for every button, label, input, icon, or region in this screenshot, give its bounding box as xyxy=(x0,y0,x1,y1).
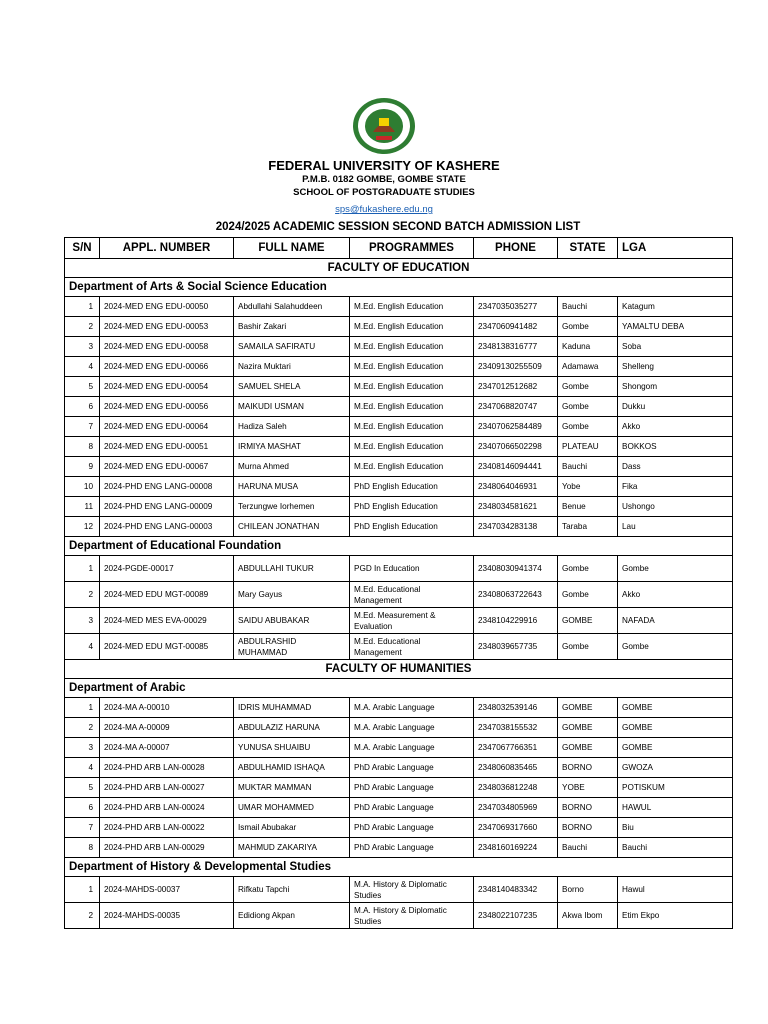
university-logo-icon xyxy=(351,96,417,156)
cell-sn: 12 xyxy=(65,517,100,537)
cell-full-name: Mary Gayus xyxy=(234,582,350,608)
cell-sn: 5 xyxy=(65,377,100,397)
cell-lga: Fika xyxy=(618,477,733,497)
cell-lga: Akko xyxy=(618,582,733,608)
table-row xyxy=(65,634,733,660)
cell-programme: PGD In Education xyxy=(350,556,474,582)
cell-appl-number: 2024-MA A-00009 xyxy=(100,718,234,738)
cell-full-name: Hadiza Saleh xyxy=(234,417,350,437)
cell-full-name: Nazira Muktari xyxy=(234,357,350,377)
cell-lga: Akko xyxy=(618,417,733,437)
cell-state: GOMBE xyxy=(558,718,618,738)
cell-appl-number: 2024-MED ENG EDU-00054 xyxy=(100,377,234,397)
table-row xyxy=(65,457,733,477)
cell-state: Bauchi xyxy=(558,457,618,477)
cell-sn: 2 xyxy=(65,718,100,738)
cell-state: Bauchi xyxy=(558,297,618,317)
cell-phone: 2348064046931 xyxy=(474,477,558,497)
cell-state: Gombe xyxy=(558,634,618,660)
cell-state: BORNO xyxy=(558,798,618,818)
cell-lga: Dukku xyxy=(618,397,733,417)
cell-sn: 11 xyxy=(65,497,100,517)
cell-lga: Bauchi xyxy=(618,838,733,858)
faculty-title: FACULTY OF HUMANITIES xyxy=(65,660,733,679)
cell-programme: M.Ed. English Education xyxy=(350,457,474,477)
cell-appl-number: 2024-PGDE-00017 xyxy=(100,556,234,582)
cell-full-name: Abdullahi Salahuddeen xyxy=(234,297,350,317)
cell-programme: PhD Arabic Language xyxy=(350,778,474,798)
faculty-row xyxy=(65,259,733,278)
cell-lga: Shongom xyxy=(618,377,733,397)
cell-phone: 2348036812248 xyxy=(474,778,558,798)
cell-phone: 2348138316777 xyxy=(474,337,558,357)
cell-programme: M.Ed. English Education xyxy=(350,437,474,457)
cell-programme: PhD Arabic Language xyxy=(350,758,474,778)
cell-state: Gombe xyxy=(558,317,618,337)
cell-state: GOMBE xyxy=(558,698,618,718)
cell-sn: 4 xyxy=(65,634,100,660)
department-title: Department of History & Developmental Studies xyxy=(65,858,733,877)
cell-sn: 1 xyxy=(65,698,100,718)
column-header-phone: PHONE xyxy=(474,238,558,259)
cell-phone: 2347034805969 xyxy=(474,798,558,818)
cell-lga: Katagum xyxy=(618,297,733,317)
university-name: FEDERAL UNIVERSITY OF KASHERE xyxy=(268,158,500,173)
cell-programme: PhD Arabic Language xyxy=(350,818,474,838)
cell-full-name: Murna Ahmed xyxy=(234,457,350,477)
cell-sn: 1 xyxy=(65,556,100,582)
email-link[interactable]: sps@fukashere.edu.ng xyxy=(335,204,433,215)
department-title: Department of Arts & Social Science Education xyxy=(65,278,733,297)
cell-state: Gombe xyxy=(558,417,618,437)
table-row xyxy=(65,903,733,929)
cell-programme: PhD Arabic Language xyxy=(350,798,474,818)
table-row xyxy=(65,818,733,838)
cell-state: Borno xyxy=(558,877,618,903)
cell-appl-number: 2024-MED ENG EDU-00053 xyxy=(100,317,234,337)
cell-appl-number: 2024-PHD ENG LANG-00009 xyxy=(100,497,234,517)
cell-programme: PhD English Education xyxy=(350,497,474,517)
cell-lga: Lau xyxy=(618,517,733,537)
cell-appl-number: 2024-MED ENG EDU-00067 xyxy=(100,457,234,477)
cell-full-name: ABDULHAMID ISHAQA xyxy=(234,758,350,778)
cell-full-name: IDRIS MUHAMMAD xyxy=(234,698,350,718)
cell-sn: 6 xyxy=(65,397,100,417)
cell-appl-number: 2024-MAHDS-00035 xyxy=(100,903,234,929)
column-header-sn: S/N xyxy=(65,238,100,259)
cell-appl-number: 2024-MED EDU MGT-00089 xyxy=(100,582,234,608)
faculty-title: FACULTY OF EDUCATION xyxy=(65,259,733,278)
cell-appl-number: 2024-MAHDS-00037 xyxy=(100,877,234,903)
cell-lga: NAFADA xyxy=(618,608,733,634)
cell-full-name: Ismail Abubakar xyxy=(234,818,350,838)
cell-appl-number: 2024-MA A-00010 xyxy=(100,698,234,718)
faculty-row xyxy=(65,660,733,679)
cell-full-name: Bashir Zakari xyxy=(234,317,350,337)
cell-phone: 2347069317660 xyxy=(474,818,558,838)
cell-sn: 3 xyxy=(65,738,100,758)
table-row xyxy=(65,758,733,778)
cell-phone: 23408030941374 xyxy=(474,556,558,582)
cell-full-name: MAHMUD ZAKARIYA xyxy=(234,838,350,858)
cell-lga: Gombe xyxy=(618,556,733,582)
cell-sn: 1 xyxy=(65,297,100,317)
cell-lga: YAMALTU DEBA xyxy=(618,317,733,337)
cell-sn: 4 xyxy=(65,758,100,778)
cell-state: Gombe xyxy=(558,377,618,397)
cell-appl-number: 2024-MED ENG EDU-00066 xyxy=(100,357,234,377)
cell-sn: 3 xyxy=(65,608,100,634)
table-row xyxy=(65,798,733,818)
cell-lga: GOMBE xyxy=(618,718,733,738)
cell-state: Kaduna xyxy=(558,337,618,357)
list-title: 2024/2025 ACADEMIC SESSION SECOND BATCH ADMISSION LIST xyxy=(215,221,581,233)
cell-appl-number: 2024-MED MES EVA-00029 xyxy=(100,608,234,634)
table-row xyxy=(65,838,733,858)
cell-full-name: HARUNA MUSA xyxy=(234,477,350,497)
cell-phone: 23407066502298 xyxy=(474,437,558,457)
cell-programme: M.Ed. Educational Management xyxy=(350,582,474,608)
cell-programme: M.Ed. English Education xyxy=(350,337,474,357)
department-row xyxy=(65,679,733,698)
department-row xyxy=(65,537,733,556)
cell-full-name: SAMUEL SHELA xyxy=(234,377,350,397)
cell-programme: PhD Arabic Language xyxy=(350,838,474,858)
school-name: SCHOOL OF POSTGRADUATE STUDIES xyxy=(293,187,475,198)
table-row xyxy=(65,337,733,357)
cell-programme: M.Ed. English Education xyxy=(350,397,474,417)
cell-state: Taraba xyxy=(558,517,618,537)
cell-appl-number: 2024-PHD ARB LAN-00027 xyxy=(100,778,234,798)
cell-lga: GOMBE xyxy=(618,698,733,718)
cell-full-name: SAMAILA SAFIRATU xyxy=(234,337,350,357)
cell-phone: 2348140483342 xyxy=(474,877,558,903)
cell-phone: 23408063722643 xyxy=(474,582,558,608)
table-row xyxy=(65,877,733,903)
department-title: Department of Educational Foundation xyxy=(65,537,733,556)
cell-phone: 2348039657735 xyxy=(474,634,558,660)
cell-appl-number: 2024-PHD ARB LAN-00028 xyxy=(100,758,234,778)
table-row xyxy=(65,437,733,457)
column-header-state: STATE xyxy=(558,238,618,259)
cell-phone: 2347068820747 xyxy=(474,397,558,417)
cell-lga: BOKKOS xyxy=(618,437,733,457)
cell-sn: 2 xyxy=(65,317,100,337)
cell-programme: M.Ed. English Education xyxy=(350,377,474,397)
department-row xyxy=(65,858,733,877)
cell-state: Akwa Ibom xyxy=(558,903,618,929)
cell-phone: 2347034283138 xyxy=(474,517,558,537)
university-address: P.M.B. 0182 GOMBE, GOMBE STATE xyxy=(302,174,466,185)
cell-state: Gombe xyxy=(558,582,618,608)
cell-phone: 2348104229916 xyxy=(474,608,558,634)
document-header xyxy=(0,96,768,217)
cell-sn: 4 xyxy=(65,357,100,377)
cell-full-name: ABDULLAHI TUKUR xyxy=(234,556,350,582)
cell-state: BORNO xyxy=(558,818,618,838)
cell-phone: 2348160169224 xyxy=(474,838,558,858)
cell-programme: M.Ed. English Education xyxy=(350,417,474,437)
admission-table xyxy=(64,237,733,929)
cell-sn: 8 xyxy=(65,437,100,457)
cell-phone: 2348032539146 xyxy=(474,698,558,718)
cell-phone: 2347067766351 xyxy=(474,738,558,758)
department-row xyxy=(65,278,733,297)
cell-full-name: UMAR MOHAMMED xyxy=(234,798,350,818)
table-row xyxy=(65,718,733,738)
cell-programme: M.Ed. Educational Management xyxy=(350,634,474,660)
cell-phone: 2347035035277 xyxy=(474,297,558,317)
cell-phone: 23407062584489 xyxy=(474,417,558,437)
cell-sn: 7 xyxy=(65,417,100,437)
column-header-appl-number: APPL. NUMBER xyxy=(100,238,234,259)
cell-phone: 2348034581621 xyxy=(474,497,558,517)
table-row xyxy=(65,317,733,337)
cell-lga: Hawul xyxy=(618,877,733,903)
cell-phone: 2348022107235 xyxy=(474,903,558,929)
cell-lga: POTISKUM xyxy=(618,778,733,798)
cell-full-name: CHILEAN JONATHAN xyxy=(234,517,350,537)
cell-programme: M.A. Arabic Language xyxy=(350,718,474,738)
cell-full-name: MAIKUDI USMAN xyxy=(234,397,350,417)
table-row xyxy=(65,497,733,517)
cell-programme: M.Ed. English Education xyxy=(350,317,474,337)
cell-full-name: Terzungwe Iorhemen xyxy=(234,497,350,517)
cell-appl-number: 2024-PHD ARB LAN-00029 xyxy=(100,838,234,858)
table-row xyxy=(65,582,733,608)
table-row xyxy=(65,517,733,537)
cell-programme: M.A. History & Diplomatic Studies xyxy=(350,877,474,903)
cell-phone: 2347038155532 xyxy=(474,718,558,738)
table-header-row xyxy=(65,238,733,259)
cell-full-name: SAIDU ABUBAKAR xyxy=(234,608,350,634)
cell-state: Gombe xyxy=(558,556,618,582)
cell-lga: Etim Ekpo xyxy=(618,903,733,929)
cell-appl-number: 2024-MA A-00007 xyxy=(100,738,234,758)
cell-programme: M.A. Arabic Language xyxy=(350,738,474,758)
cell-lga: Gombe xyxy=(618,634,733,660)
table-row xyxy=(65,357,733,377)
cell-sn: 5 xyxy=(65,778,100,798)
cell-lga: HAWUL xyxy=(618,798,733,818)
cell-sn: 8 xyxy=(65,838,100,858)
cell-sn: 1 xyxy=(65,877,100,903)
department-title: Department of Arabic xyxy=(65,679,733,698)
table-row xyxy=(65,556,733,582)
table-row xyxy=(65,397,733,417)
cell-full-name: Edidiong Akpan xyxy=(234,903,350,929)
cell-phone: 2347012512682 xyxy=(474,377,558,397)
cell-phone: 23409130255509 xyxy=(474,357,558,377)
cell-appl-number: 2024-PHD ARB LAN-00024 xyxy=(100,798,234,818)
arabic-rows xyxy=(65,698,733,858)
cell-sn: 2 xyxy=(65,903,100,929)
cell-full-name: ABDULRASHID MUHAMMAD xyxy=(234,634,350,660)
cell-appl-number: 2024-MED ENG EDU-00050 xyxy=(100,297,234,317)
cell-state: BORNO xyxy=(558,758,618,778)
cell-appl-number: 2024-MED ENG EDU-00058 xyxy=(100,337,234,357)
cell-programme: M.Ed. Measurement & Evaluation xyxy=(350,608,474,634)
cell-appl-number: 2024-MED ENG EDU-00064 xyxy=(100,417,234,437)
cell-sn: 9 xyxy=(65,457,100,477)
cell-phone: 23408146094441 xyxy=(474,457,558,477)
cell-appl-number: 2024-MED EDU MGT-00085 xyxy=(100,634,234,660)
table-row xyxy=(65,417,733,437)
cell-state: YOBE xyxy=(558,778,618,798)
cell-full-name: IRMIYA MASHAT xyxy=(234,437,350,457)
cell-full-name: Rifkatu Tapchi xyxy=(234,877,350,903)
arts-rows xyxy=(65,297,733,537)
table-row xyxy=(65,377,733,397)
cell-state: Gombe xyxy=(558,397,618,417)
cell-sn: 3 xyxy=(65,337,100,357)
table-row xyxy=(65,477,733,497)
cell-lga: Ushongo xyxy=(618,497,733,517)
cell-lga: Biu xyxy=(618,818,733,838)
cell-appl-number: 2024-PHD ENG LANG-00003 xyxy=(100,517,234,537)
cell-state: Benue xyxy=(558,497,618,517)
column-header-lga: LGA xyxy=(618,238,733,259)
cell-programme: M.A. Arabic Language xyxy=(350,698,474,718)
cell-appl-number: 2024-PHD ENG LANG-00008 xyxy=(100,477,234,497)
cell-phone: 2348060835465 xyxy=(474,758,558,778)
column-header-full-name: FULL NAME xyxy=(234,238,350,259)
history-rows xyxy=(65,877,733,929)
cell-programme: M.Ed. English Education xyxy=(350,357,474,377)
cell-state: Yobe xyxy=(558,477,618,497)
table-row xyxy=(65,608,733,634)
cell-state: GOMBE xyxy=(558,738,618,758)
table-row xyxy=(65,778,733,798)
cell-lga: GWOZA xyxy=(618,758,733,778)
cell-full-name: MUKTAR MAMMAN xyxy=(234,778,350,798)
cell-state: PLATEAU xyxy=(558,437,618,457)
cell-sn: 7 xyxy=(65,818,100,838)
cell-programme: PhD English Education xyxy=(350,477,474,497)
cell-lga: Soba xyxy=(618,337,733,357)
column-header-programmes: PROGRAMMES xyxy=(350,238,474,259)
table-row xyxy=(65,698,733,718)
cell-lga: Shelleng xyxy=(618,357,733,377)
table-row xyxy=(65,297,733,317)
cell-state: Bauchi xyxy=(558,838,618,858)
table-row xyxy=(65,738,733,758)
cell-phone: 2347060941482 xyxy=(474,317,558,337)
cell-appl-number: 2024-PHD ARB LAN-00022 xyxy=(100,818,234,838)
cell-sn: 10 xyxy=(65,477,100,497)
cell-appl-number: 2024-MED ENG EDU-00051 xyxy=(100,437,234,457)
cell-full-name: ABDULAZIZ HARUNA xyxy=(234,718,350,738)
cell-sn: 6 xyxy=(65,798,100,818)
cell-programme: M.A. History & Diplomatic Studies xyxy=(350,903,474,929)
cell-lga: Dass xyxy=(618,457,733,477)
cell-state: Adamawa xyxy=(558,357,618,377)
cell-full-name: YUNUSA SHUAIBU xyxy=(234,738,350,758)
cell-appl-number: 2024-MED ENG EDU-00056 xyxy=(100,397,234,417)
cell-state: GOMBE xyxy=(558,608,618,634)
cell-sn: 2 xyxy=(65,582,100,608)
cell-programme: PhD English Education xyxy=(350,517,474,537)
cell-programme: M.Ed. English Education xyxy=(350,297,474,317)
cell-lga: GOMBE xyxy=(618,738,733,758)
foundation-rows xyxy=(65,556,733,660)
